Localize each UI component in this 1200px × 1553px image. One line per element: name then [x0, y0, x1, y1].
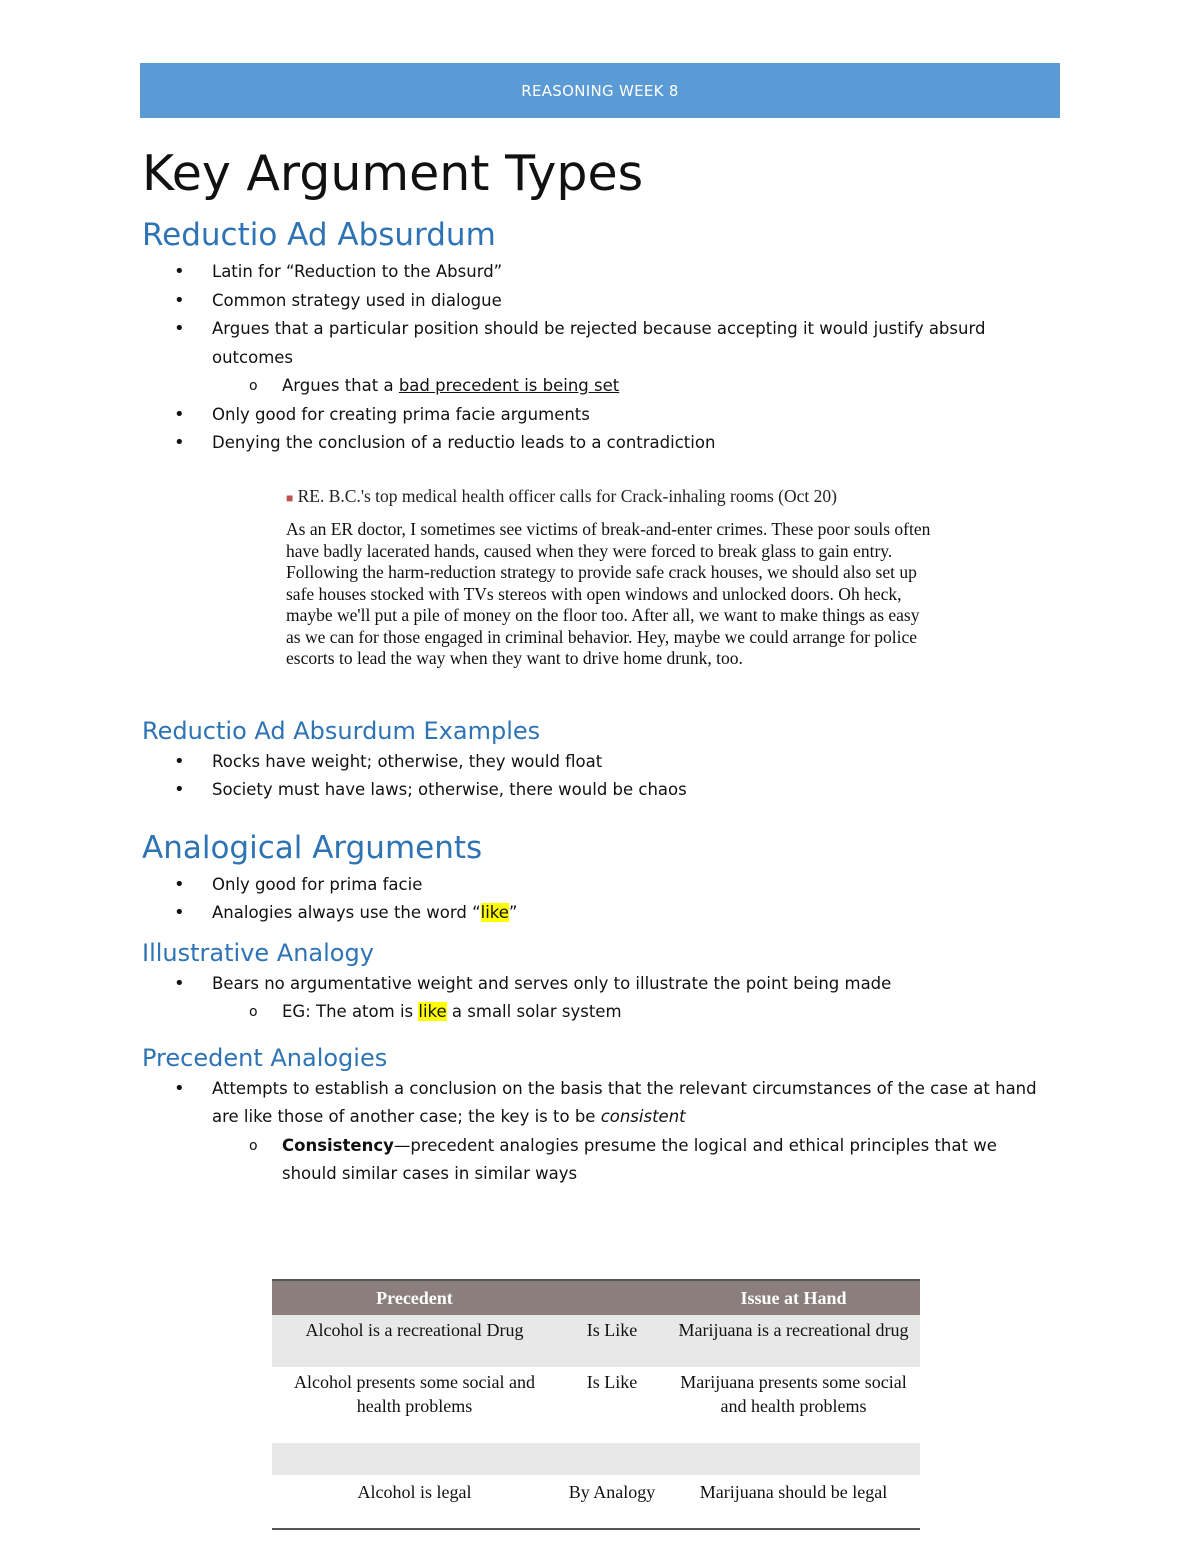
- table-row: [272, 1367, 920, 1443]
- list-item: • Only good for creating prima facie arguments: [142, 401, 1042, 430]
- table-cell: [557, 1443, 667, 1475]
- table-cell: Marijuana presents some social and health problems: [680, 1372, 907, 1416]
- list-item-text: Attempts to establish a conclusion on the basis that the relevant circumstances of the case at hand are like those of another case; the key is to be: [212, 1078, 1037, 1126]
- document-body: [142, 140, 1042, 1189]
- list-item: • Latin for “Reduction to the Absurd”: [142, 258, 1042, 287]
- page-header: [140, 63, 1060, 118]
- table-header-row: [272, 1280, 920, 1315]
- bold-term: Consistency: [282, 1135, 394, 1155]
- sub-list-item: [142, 372, 1042, 401]
- list-item: • Argues that a particular position should be rejected because accepting it would justify absurd outcomes: [142, 315, 1042, 372]
- list-item: • Society must have laws; otherwise, there would be chaos: [142, 776, 1042, 805]
- heading-analogical: Analogical Arguments: [142, 829, 483, 866]
- table-row: [272, 1315, 920, 1367]
- precedent-table: [272, 1279, 920, 1530]
- column-header: Issue at Hand: [667, 1280, 920, 1315]
- square-bullet-icon: ■: [286, 490, 294, 505]
- examples-list: [142, 748, 1042, 805]
- precedent-list: [142, 1075, 1042, 1189]
- quote-reference-text: RE. B.C.'s top medical health officer calls for Crack-inhaling rooms (Oct 20): [297, 485, 837, 506]
- underlined-text: bad precedent is being set: [398, 376, 620, 395]
- highlighted-word: like: [418, 1002, 447, 1021]
- page-title: Key Argument Types: [142, 145, 644, 202]
- table-cell: Alcohol is a recreational Drug: [272, 1315, 557, 1367]
- sub-item-text: Argues that a: [282, 376, 399, 395]
- sub-list-item: [142, 998, 1042, 1027]
- list-item: • Rocks have weight; otherwise, they would float: [142, 748, 1042, 777]
- reductio-list: [142, 258, 1042, 458]
- header-label: REASONING WEEK 8: [521, 81, 679, 100]
- illustrative-list: [142, 970, 1042, 1027]
- quoted-letter: [286, 486, 936, 670]
- list-item: • Common strategy used in dialogue: [142, 287, 1042, 316]
- list-item: • Bears no argumentative weight and serves only to illustrate the point being made: [142, 970, 1042, 999]
- heading-reductio: Reductio Ad Absurdum: [142, 217, 496, 253]
- list-item: • Only good for prima facie: [142, 871, 1042, 900]
- column-header: [557, 1280, 667, 1315]
- sub-item-text: EG: The atom is: [282, 1002, 419, 1021]
- table-cell: Alcohol is legal: [357, 1482, 472, 1502]
- highlighted-word: like: [480, 903, 509, 922]
- heading-illustrative: Illustrative Analogy: [142, 938, 374, 967]
- table-cell: [272, 1443, 557, 1475]
- list-item: • Denying the conclusion of a reductio leads to a contradiction: [142, 429, 1042, 458]
- table-row: [272, 1443, 920, 1475]
- table-cell: Marijuana is a recreational drug: [667, 1315, 920, 1367]
- table-cell: Is Like: [557, 1315, 667, 1367]
- quote-reference: [286, 486, 936, 510]
- analogical-list: [142, 871, 1042, 928]
- table-cell: Marijuana should be legal: [699, 1482, 888, 1502]
- quote-body: As an ER doctor, I sometimes see victims of break-and-enter crimes. These poor souls often have badly lacerated hands, caused when they were forced to break glass to gain entry. Following the harm-reduction strategy to provide safe crack houses, we should also set up safe houses stocked with TVs stereos with open windows and unlocked doors. Oh heck, maybe we'll put a pile of money on the floor too. After all, we want to make things as easy as we can for those engaged in criminal behavior. Hey, maybe we could arrange for police escorts to lead the way when they want to drive home drunk, too.: [286, 519, 931, 668]
- sub-item-text-end: a small solar system: [446, 1002, 622, 1021]
- table-cell: By Analogy: [568, 1482, 656, 1502]
- sub-item-text: —precedent analogies presume the logical and ethical principles that we should similar cases in similar ways: [282, 1135, 997, 1183]
- column-header: Precedent: [272, 1280, 557, 1315]
- table-cell: [667, 1443, 920, 1475]
- list-item-text-end: ”: [508, 903, 518, 922]
- list-item: [142, 1075, 1042, 1132]
- table-row: [272, 1475, 920, 1529]
- heading-examples: Reductio Ad Absurdum Examples: [142, 716, 541, 745]
- heading-precedent: Precedent Analogies: [142, 1043, 388, 1072]
- table-cell: Alcohol presents some social and health problems: [294, 1372, 535, 1416]
- sub-list-item: [142, 1132, 1042, 1189]
- italic-word: consistent: [600, 1107, 686, 1126]
- list-item-text: Analogies always use the word “: [212, 903, 481, 922]
- list-item: [142, 899, 1042, 928]
- table-cell: Is Like: [586, 1372, 638, 1392]
